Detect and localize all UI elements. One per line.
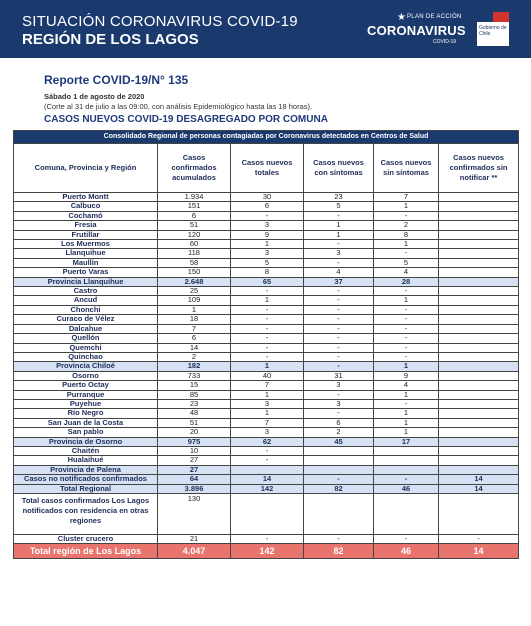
row-value: 2 <box>374 221 439 230</box>
row-value <box>439 268 519 277</box>
row-label: Frutillar <box>14 230 158 239</box>
row-label: Casos no notificados confirmados <box>14 475 158 484</box>
row-value <box>304 465 374 474</box>
row-value: 1.934 <box>158 193 231 202</box>
row-value: 975 <box>158 437 231 446</box>
row-label: Total Regional <box>14 484 158 493</box>
row-value: - <box>374 211 439 220</box>
row-value: - <box>304 324 374 333</box>
prov-row <box>14 277 519 286</box>
header-nuevos-totales: Casos nuevos totales <box>231 144 304 193</box>
row-value: - <box>304 305 374 314</box>
prov-row <box>14 362 519 371</box>
row-value: 46 <box>374 484 439 493</box>
cases-table <box>13 130 519 559</box>
row-value: 27 <box>158 456 231 465</box>
row-value: - <box>304 409 374 418</box>
row-label: Hualaihué <box>14 456 158 465</box>
row-label: Fresia <box>14 221 158 230</box>
row-value <box>439 352 519 361</box>
row-value: - <box>231 352 304 361</box>
multi-row <box>14 494 519 535</box>
row-value: 28 <box>374 277 439 286</box>
row-value: 82 <box>304 544 374 559</box>
table-row <box>14 324 519 333</box>
row-value: - <box>374 324 439 333</box>
row-value <box>439 437 519 446</box>
row-value: 46 <box>374 544 439 559</box>
row-value: 62 <box>231 437 304 446</box>
row-value: - <box>231 211 304 220</box>
row-value <box>439 202 519 211</box>
row-label: San Juan de la Costa <box>14 418 158 427</box>
row-value: - <box>374 399 439 408</box>
row-value: 142 <box>231 544 304 559</box>
table-row <box>14 305 519 314</box>
row-value: 4 <box>304 268 374 277</box>
row-value <box>439 446 519 455</box>
row-value: 1 <box>374 202 439 211</box>
coronavirus-logo <box>367 14 467 46</box>
row-value: 5 <box>374 258 439 267</box>
row-value: - <box>304 535 374 544</box>
row-value: - <box>231 305 304 314</box>
row-value <box>304 456 374 465</box>
row-value: 1 <box>374 362 439 371</box>
table-row <box>14 334 519 343</box>
row-value: 40 <box>231 371 304 380</box>
row-value: 3 <box>304 381 374 390</box>
table-row <box>14 446 519 455</box>
row-value: 1 <box>304 221 374 230</box>
row-value: 14 <box>158 343 231 352</box>
row-value <box>439 277 519 286</box>
row-value: - <box>374 315 439 324</box>
row-value: - <box>439 535 519 544</box>
row-value: 9 <box>231 230 304 239</box>
table-row <box>14 249 519 258</box>
table-row <box>14 211 519 220</box>
row-value: 27 <box>158 465 231 474</box>
row-value: 1 <box>231 390 304 399</box>
row-value: - <box>304 343 374 352</box>
row-value <box>439 334 519 343</box>
row-value: 118 <box>158 249 231 258</box>
table-row <box>14 343 519 352</box>
table-row <box>14 535 519 544</box>
row-value: - <box>304 352 374 361</box>
table-row <box>14 221 519 230</box>
row-value: 1 <box>231 240 304 249</box>
row-label: Purranque <box>14 390 158 399</box>
row-value: 3.896 <box>158 484 231 493</box>
row-label: Cochamó <box>14 211 158 220</box>
row-label: Quellón <box>14 334 158 343</box>
row-value <box>439 287 519 296</box>
row-value <box>439 390 519 399</box>
row-value: 7 <box>158 324 231 333</box>
row-label: Puerto Montt <box>14 193 158 202</box>
row-value: 23 <box>304 193 374 202</box>
prov-row <box>14 437 519 446</box>
row-label: Río Negro <box>14 409 158 418</box>
header-sin-sintomas: Casos nuevos sin síntomas <box>374 144 439 193</box>
row-label: Provincia de Osorno <box>14 437 158 446</box>
row-value: 3 <box>231 249 304 258</box>
row-label: Puerto Varas <box>14 268 158 277</box>
row-value: - <box>231 446 304 455</box>
row-value <box>231 494 304 535</box>
row-value <box>374 465 439 474</box>
table-row <box>14 230 519 239</box>
header-con-sintomas: Casos nuevos con síntomas <box>304 144 374 193</box>
table-row <box>14 315 519 324</box>
banner-title-line2: REGIÓN DE LOS LAGOS <box>22 31 199 48</box>
row-value: - <box>374 287 439 296</box>
row-value: 14 <box>439 475 519 484</box>
logo-main-text: CORONAVIRUS <box>367 23 466 38</box>
row-value: 4 <box>374 381 439 390</box>
row-label: Los Muermos <box>14 240 158 249</box>
row-value <box>439 315 519 324</box>
row-value: 2 <box>158 352 231 361</box>
row-value: 31 <box>304 371 374 380</box>
row-value: 3 <box>231 399 304 408</box>
row-label: Dalcahue <box>14 324 158 333</box>
row-value: 3 <box>304 399 374 408</box>
row-value: 7 <box>231 381 304 390</box>
logo-plan-text: PLAN DE ACCIÓN <box>407 14 462 20</box>
row-value: 37 <box>304 277 374 286</box>
row-value: 2 <box>304 428 374 437</box>
row-value <box>439 324 519 333</box>
row-value: 18 <box>158 315 231 324</box>
table-body <box>14 193 519 559</box>
row-label: Provincia de Palena <box>14 465 158 474</box>
table-row <box>14 399 519 408</box>
row-value: 1 <box>374 390 439 399</box>
row-value: 65 <box>231 277 304 286</box>
row-value: 21 <box>158 535 231 544</box>
row-value: - <box>374 535 439 544</box>
table-row <box>14 202 519 211</box>
row-value: 10 <box>158 446 231 455</box>
row-value <box>439 381 519 390</box>
row-value <box>439 456 519 465</box>
row-value: - <box>374 305 439 314</box>
row-label: Calbuco <box>14 202 158 211</box>
row-value: 6 <box>231 202 304 211</box>
logo-sub-text: COVID-19 <box>433 39 457 45</box>
header-sin-notificar: Casos nuevos confirmados sin notificar ** <box>439 144 519 193</box>
row-value <box>439 296 519 305</box>
government-logo <box>477 12 509 46</box>
row-value: 1 <box>374 428 439 437</box>
row-value: 1 <box>231 296 304 305</box>
row-value: - <box>304 475 374 484</box>
row-value: 1 <box>231 409 304 418</box>
row-value: - <box>304 287 374 296</box>
row-value: - <box>374 249 439 258</box>
table-row <box>14 193 519 202</box>
row-value: 150 <box>158 268 231 277</box>
row-value: 48 <box>158 409 231 418</box>
row-value: - <box>231 334 304 343</box>
grand-row <box>14 544 519 559</box>
row-value <box>439 343 519 352</box>
row-value: 5 <box>304 202 374 211</box>
row-value: 6 <box>158 334 231 343</box>
row-value: 3 <box>231 428 304 437</box>
prov-row <box>14 475 519 484</box>
row-value <box>439 211 519 220</box>
table-row <box>14 456 519 465</box>
row-value: 6 <box>304 418 374 427</box>
header-comuna: Comuna, Provincia y Región <box>14 144 158 193</box>
row-value: 4.047 <box>158 544 231 559</box>
row-label: Total casos confirmados Los Lagos notificados con residencia en otras regiones <box>14 494 158 535</box>
row-value: 82 <box>304 484 374 493</box>
row-value: 30 <box>231 193 304 202</box>
table-row <box>14 240 519 249</box>
total-row <box>14 484 519 493</box>
row-label: Quinchao <box>14 352 158 361</box>
table-row <box>14 352 519 361</box>
row-label: San pablo <box>14 428 158 437</box>
row-value: 7 <box>231 418 304 427</box>
row-value: 6 <box>158 211 231 220</box>
row-value: - <box>304 362 374 371</box>
row-value: 142 <box>231 484 304 493</box>
row-value: 120 <box>158 230 231 239</box>
row-label: Curaco de Vélez <box>14 315 158 324</box>
row-value <box>374 494 439 535</box>
table-row <box>14 296 519 305</box>
row-value: 1 <box>304 230 374 239</box>
row-value: - <box>304 334 374 343</box>
row-value: - <box>374 475 439 484</box>
row-value: - <box>231 456 304 465</box>
report-title: Reporte COVID-19/N° 135 <box>44 73 189 87</box>
row-label: Castro <box>14 287 158 296</box>
row-value <box>439 409 519 418</box>
row-value <box>439 494 519 535</box>
row-value: 109 <box>158 296 231 305</box>
row-value: - <box>304 211 374 220</box>
row-value: 45 <box>304 437 374 446</box>
row-value <box>439 418 519 427</box>
row-value: - <box>374 334 439 343</box>
table-caption: Consolidado Regional de personas contagiadas por Coronavirus detectados en Centros de Salud <box>14 131 519 144</box>
row-value: 3 <box>304 249 374 258</box>
government-logo-text: Gobierno de Chile <box>479 25 507 37</box>
row-value: 1 <box>374 296 439 305</box>
row-label: Puerto Octay <box>14 381 158 390</box>
row-value: 8 <box>231 268 304 277</box>
row-value <box>439 399 519 408</box>
row-value: 23 <box>158 399 231 408</box>
row-value <box>304 446 374 455</box>
table-row <box>14 371 519 380</box>
row-value: 20 <box>158 428 231 437</box>
row-value: - <box>304 296 374 305</box>
table-row <box>14 287 519 296</box>
header-banner <box>0 0 531 58</box>
flag-blue-block <box>477 12 493 22</box>
row-value: 151 <box>158 202 231 211</box>
row-value <box>439 362 519 371</box>
row-value: 130 <box>158 494 231 535</box>
row-value: 85 <box>158 390 231 399</box>
row-value: 9 <box>374 371 439 380</box>
row-value <box>374 446 439 455</box>
flag-red-block <box>493 12 509 22</box>
row-value: 4 <box>374 268 439 277</box>
row-value: 51 <box>158 221 231 230</box>
row-value: 1 <box>374 409 439 418</box>
header-acumulados: Casos confirmados acumulados <box>158 144 231 193</box>
banner-title-line1: SITUACIÓN CORONAVIRUS COVID-19 <box>22 13 298 30</box>
table-row <box>14 428 519 437</box>
row-label: Llanquihue <box>14 249 158 258</box>
report-date: Sábado 1 de agosto de 2020 <box>44 92 145 101</box>
row-value: 58 <box>158 258 231 267</box>
row-value: - <box>304 258 374 267</box>
row-label: Osorno <box>14 371 158 380</box>
row-value <box>439 465 519 474</box>
row-value <box>439 249 519 258</box>
row-value: 25 <box>158 287 231 296</box>
row-value: 1 <box>374 240 439 249</box>
row-value: 14 <box>439 544 519 559</box>
row-value: 60 <box>158 240 231 249</box>
table-row <box>14 258 519 267</box>
row-value: - <box>231 287 304 296</box>
report-note: (Corte al 31 de julio a las 09:00, con análisis Epidemiológico hasta las 18 horas). <box>44 102 313 111</box>
row-value: 3 <box>231 221 304 230</box>
row-value: 64 <box>158 475 231 484</box>
row-label: Chaitén <box>14 446 158 455</box>
row-value: 14 <box>439 484 519 493</box>
row-value: 7 <box>374 193 439 202</box>
row-label: Ancud <box>14 296 158 305</box>
row-value: 1 <box>158 305 231 314</box>
prov-row <box>14 465 519 474</box>
row-value: - <box>231 343 304 352</box>
row-value: 733 <box>158 371 231 380</box>
row-value: 14 <box>231 475 304 484</box>
table-row <box>14 268 519 277</box>
table-row <box>14 409 519 418</box>
row-value: - <box>231 315 304 324</box>
row-value <box>374 456 439 465</box>
row-value <box>231 465 304 474</box>
row-label: Puyehue <box>14 399 158 408</box>
row-value <box>439 428 519 437</box>
row-label: Quemchi <box>14 343 158 352</box>
row-value: 182 <box>158 362 231 371</box>
row-label: Provincia Chiloé <box>14 362 158 371</box>
row-value <box>439 193 519 202</box>
row-label: Total región de Los Lagos <box>14 544 158 559</box>
row-value <box>439 221 519 230</box>
row-value: 2.648 <box>158 277 231 286</box>
row-value <box>439 305 519 314</box>
row-label: Provincia Llanquihue <box>14 277 158 286</box>
row-value: 5 <box>231 258 304 267</box>
row-value: 15 <box>158 381 231 390</box>
table-row <box>14 418 519 427</box>
row-label: Chonchi <box>14 305 158 314</box>
row-label: Cluster crucero <box>14 535 158 544</box>
table-row <box>14 381 519 390</box>
row-value: - <box>231 535 304 544</box>
row-label: Maullín <box>14 258 158 267</box>
row-value: - <box>374 352 439 361</box>
row-value: 17 <box>374 437 439 446</box>
row-value <box>439 258 519 267</box>
row-value <box>439 371 519 380</box>
row-value: 1 <box>231 362 304 371</box>
row-value: 1 <box>374 418 439 427</box>
row-value: 8 <box>374 230 439 239</box>
row-value <box>439 240 519 249</box>
row-value: - <box>304 315 374 324</box>
row-value <box>304 494 374 535</box>
row-value: - <box>304 390 374 399</box>
row-value <box>439 230 519 239</box>
row-value: - <box>374 343 439 352</box>
row-value: 51 <box>158 418 231 427</box>
table-row <box>14 390 519 399</box>
row-value: - <box>304 240 374 249</box>
star-icon: ★ <box>397 12 406 23</box>
section-title: CASOS NUEVOS COVID-19 DESAGREGADO POR COMUNA <box>44 114 328 125</box>
row-value: - <box>231 324 304 333</box>
